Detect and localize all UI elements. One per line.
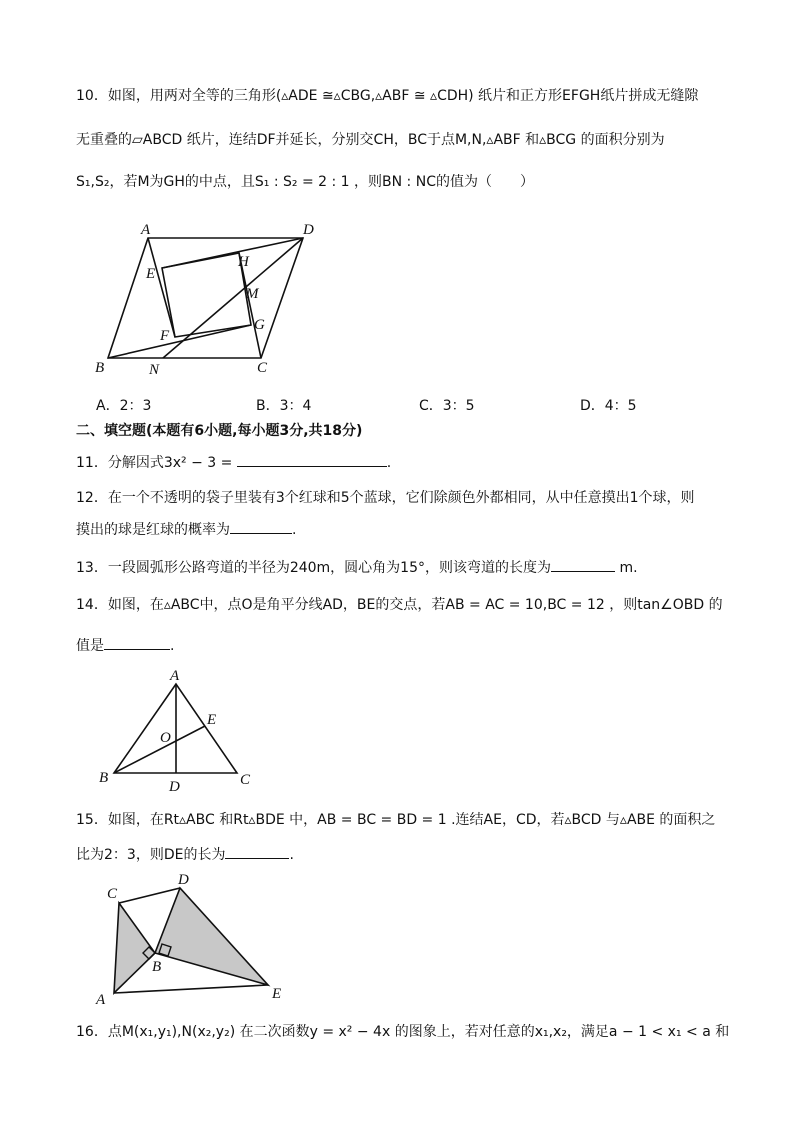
label-n: N: [149, 362, 160, 378]
segment-b-g: [108, 325, 251, 358]
label-h: H: [238, 254, 249, 270]
q16-line1: 16．点M(x₁,y₁),N(x₂,y₂) 在二次函数y = x² − 4x 的图象上，若对任意的x₁,x₂，满足a − 1 < x₁ < a 和: [76, 1024, 730, 1040]
q15-triangles-figure: [90, 866, 300, 1011]
label-o: O: [160, 730, 171, 746]
q12-answer-blank[interactable]: [230, 518, 292, 534]
label-e: E: [207, 712, 217, 728]
label-a: A: [170, 668, 180, 684]
q10-line1: 10．如图，用两对全等的三角形(▵ADE ≅▵CBG,▵ABF ≅ ▵CDH) 纸片和正方形EFGH纸片拼成无缝隙: [76, 88, 699, 104]
section-2-header: 二、填空题(本题有6小题,每小题3分,共18分): [76, 423, 363, 439]
q13: 13．一段圆弧形公路弯道的半径为240m，圆心角为15°，则该弯道的长度为 m.: [76, 556, 638, 578]
q13-text: 13．一段圆弧形公路弯道的半径为240m，圆心角为15°，则该弯道的长度为: [76, 560, 551, 576]
q12-line1: 12．在一个不透明的袋子里装有3个红球和5个蓝球，它们除颜色外都相同，从中任意摸出1个球，则: [76, 490, 695, 506]
label-m: M: [246, 286, 259, 302]
q11: 11．分解因式3x² − 3 = .: [76, 451, 391, 473]
label-b: B: [152, 959, 162, 975]
q13-answer-blank[interactable]: [551, 556, 615, 572]
label-d: D: [178, 872, 189, 888]
segment-d-e: [162, 238, 303, 268]
q15-line1: 15．如图，在Rt▵ABC 和Rt▵BDE 中，AB = BC = BD = 1 .连结AE，CD，若▵BCD 与▵ABE 的面积之: [76, 812, 716, 828]
triangle-bde-shaded: [155, 888, 268, 985]
segment-ae: [114, 985, 268, 993]
label-b: B: [99, 770, 109, 786]
segment-cd: [119, 888, 180, 903]
q15-line2-text: 比为2：3，则DE的长为: [76, 847, 226, 863]
label-c: C: [257, 360, 268, 376]
label-e: E: [272, 986, 282, 1002]
q14-line2: 值是 .: [76, 634, 174, 656]
q14-triangle-figure: [90, 664, 260, 794]
label-c: C: [240, 772, 251, 788]
label-a: A: [141, 222, 151, 238]
q10-line2: 无重叠的▱ABCD 纸片，连结DF并延长，分别交CH，BC于点M,N,▵ABF 和▵BCG 的面积分别为: [76, 132, 665, 148]
q12-line2: 摸出的球是红球的概率为 .: [76, 518, 296, 540]
q10-option-a[interactable]: A．2：3: [96, 398, 152, 414]
q11-text: 11．分解因式3x² − 3 =: [76, 455, 237, 471]
q14-line1: 14．如图，在▵ABC中，点O是角平分线AD，BE的交点，若AB = AC = 10,BC = 12 ，则tan∠OBD 的: [76, 597, 723, 613]
q14-answer-blank[interactable]: [104, 634, 170, 650]
label-c: C: [107, 886, 118, 902]
label-b: B: [95, 360, 105, 376]
q13-unit: m: [619, 560, 634, 576]
q10-option-d[interactable]: D．4：5: [580, 398, 637, 414]
q10-option-b[interactable]: B．3：4: [256, 398, 312, 414]
q15-answer-blank[interactable]: [225, 843, 289, 859]
label-g: G: [254, 317, 265, 333]
segment-a-f: [148, 238, 175, 337]
label-a: A: [96, 992, 106, 1008]
q10-parallelogram-figure: [90, 215, 330, 380]
q12-line2-text: 摸出的球是红球的概率为: [76, 522, 230, 538]
q10-line3: S₁,S₂，若M为GH的中点，且S₁ : S₂ = 2 : 1 ，则BN : NC的值为（ ）: [76, 174, 534, 190]
label-e: E: [146, 266, 156, 282]
q10-option-c[interactable]: C．3：5: [419, 398, 475, 414]
q14-line2-text: 值是: [76, 638, 104, 654]
q11-answer-blank[interactable]: [237, 451, 387, 467]
label-d: D: [169, 779, 180, 794]
label-f: F: [160, 328, 170, 344]
q15-line2: 比为2：3，则DE的长为 .: [76, 843, 294, 865]
label-d: D: [303, 222, 314, 238]
parallelogram-abcd: [108, 238, 303, 358]
